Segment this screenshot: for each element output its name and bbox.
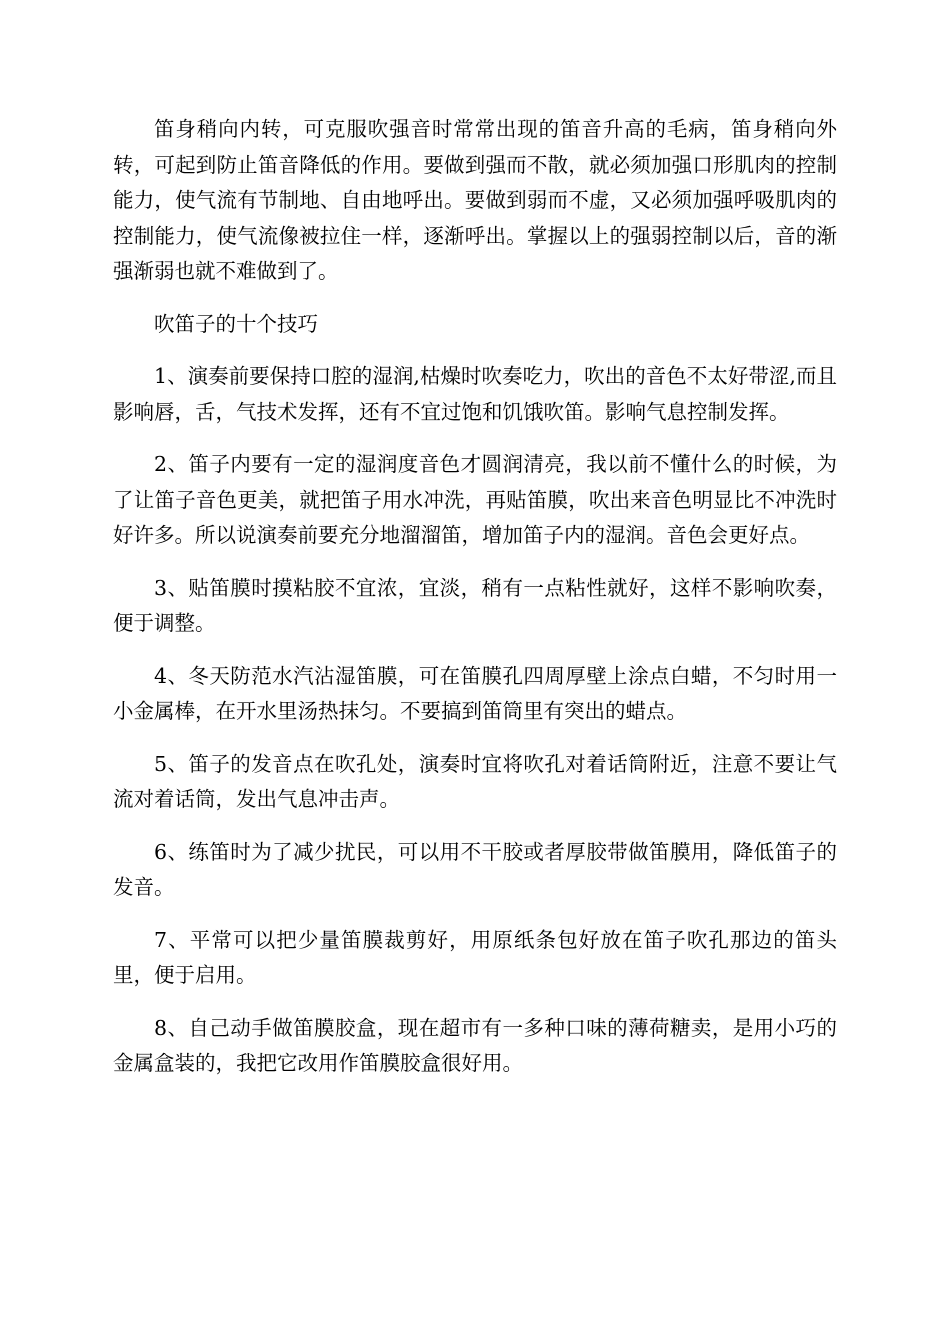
tip-4: 4、冬天防范水汽沾湿笛膜，可在笛膜孔四周厚壁上涂点白蜡，不匀时用一小金属棒，在开水里汤热抹匀。不要搞到笛筒里有突出的蜡点。 [113,663,837,723]
section-heading: 吹笛子的十个技巧 [154,311,318,336]
tip-8: 8、自己动手做笛膜胶盒，现在超市有一多种口味的薄荷糖卖，是用小巧的金属盒装的，我把它改用作笛膜胶盒很好用。 [113,1015,837,1075]
tip-2: 2、笛子内要有一定的湿润度音色才圆润清亮，我以前不懂什么的时候，为了让笛子音色更美，就把笛子用水冲洗，再贴笛膜，吹出来音色明显比不冲洗时好许多。所以说演奏前要充分地溜溜笛，增加笛子内的湿润。音色会更好点。 [113,452,837,547]
tip-3: 3、贴笛膜时摸粘胶不宜浓，宜淡，稍有一点粘性就好，这样不影响吹奏，便于调整。 [113,575,837,635]
tip-5: 5、笛子的发音点在吹孔处，演奏时宜将吹孔对着话筒附近，注意不要让气流对着话筒，发出气息冲击声。 [113,751,837,811]
document-page [113,112,837,1082]
tip-1: 1、演奏前要保持口腔的湿润,枯燥时吹奏吃力，吹出的音色不太好带涩,而且影响唇，舌，气技术发挥，还有不宜过饱和饥饿吹笛。影响气息控制发挥。 [113,364,837,424]
tip-6: 6、练笛时为了减少扰民，可以用不干胶或者厚胶带做笛膜用，降低笛子的发音。 [113,839,837,899]
tip-7: 7、平常可以把少量笛膜裁剪好，用原纸条包好放在笛子吹孔那边的笛头里，便于启用。 [113,927,837,987]
paragraph-intro: 笛身稍向内转，可克服吹强音时常常出现的笛音升高的毛病，笛身稍向外转，可起到防止笛音降低的作用。要做到强而不散，就必须加强口形肌肉的控制能力，使气流有节制地、自由地呼出。要做到弱而不虚，又必须加强呼吸肌肉的控制能力，使气流像被拉住一样，逐渐呼出。掌握以上的强弱控制以后，音的渐强渐弱也就不难做到了。 [113,117,837,283]
